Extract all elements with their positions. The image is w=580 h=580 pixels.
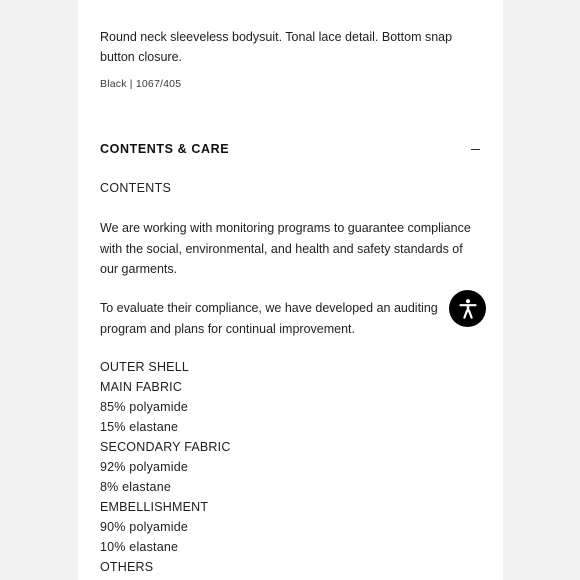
list-item: 8% elastane [100, 480, 171, 494]
list-item: 90% polyamide [100, 520, 189, 534]
list-item: OUTER SHELL [100, 360, 190, 374]
accessibility-button[interactable] [449, 290, 486, 327]
list-item: SECONDARY FABRIC [100, 440, 231, 454]
list-item: 10% elastane [100, 540, 179, 554]
list-item: 15% elastane [100, 420, 179, 434]
contents-care-title: CONTENTS & CARE [100, 142, 230, 156]
contents-heading: CONTENTS [100, 181, 172, 195]
monitoring-paragraph: We are working with monitoring programs to guarantee compliance with the social, environmental, and health and safety standards of our garments. [100, 221, 471, 276]
product-color-reference: Black | 1067/405 [100, 78, 182, 90]
accessibility-icon [456, 297, 480, 321]
product-page [78, 0, 503, 580]
product-description: Round neck sleeveless bodysuit. Tonal lace detail. Bottom snap button closure. [100, 30, 453, 64]
list-item: OTHERS [100, 560, 154, 574]
list-item: 92% polyamide [100, 460, 189, 474]
list-item: 85% polyamide [100, 400, 189, 414]
list-item: MAIN FABRIC [100, 380, 183, 394]
contents-care-toggle[interactable] [100, 139, 482, 159]
list-item: EMBELLISHMENT [100, 500, 209, 514]
composition-list [100, 357, 231, 577]
minus-icon [471, 149, 480, 150]
auditing-paragraph: To evaluate their compliance, we have developed an auditing program and plans for continual improvement. [100, 301, 438, 336]
